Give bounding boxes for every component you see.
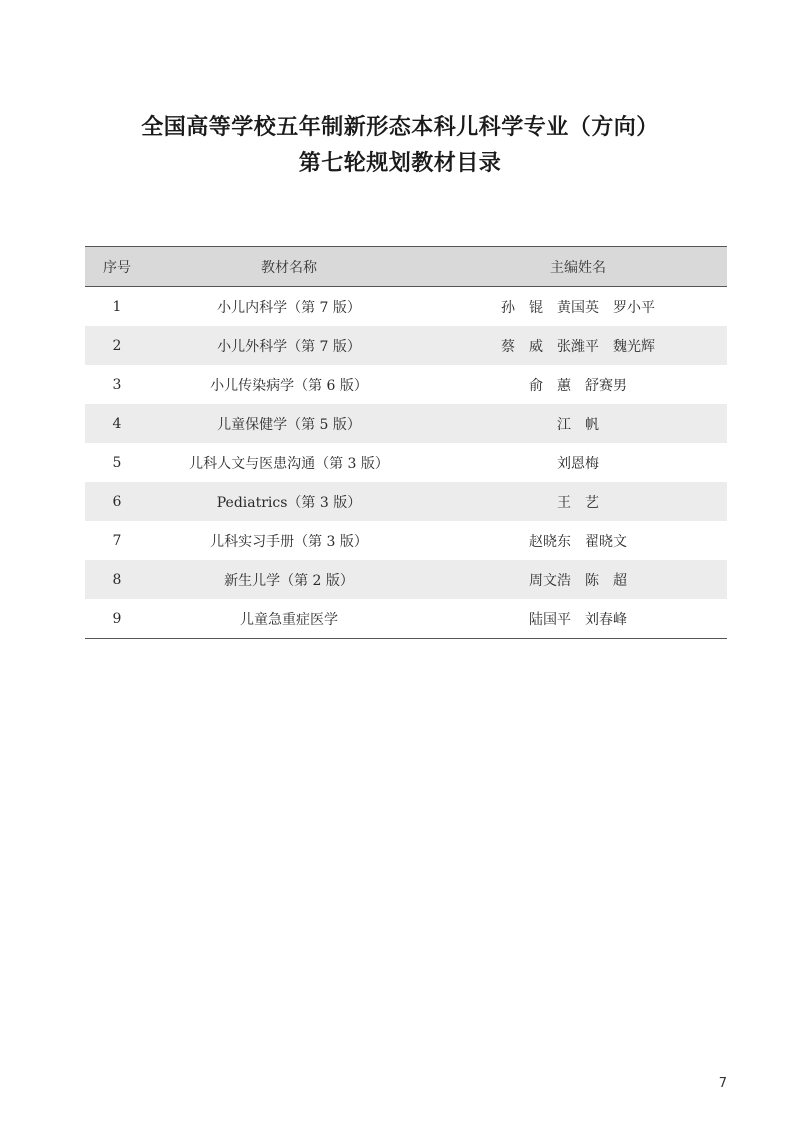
- chief-editors: 陆国平 刘春峰: [529, 611, 627, 628]
- table-row: [85, 365, 727, 404]
- chief-editors: 赵晓东 翟晓文: [529, 533, 627, 550]
- row-number: 3: [112, 376, 122, 393]
- row-number: 9: [112, 610, 122, 627]
- table-row: [85, 482, 727, 521]
- table-row: [85, 521, 727, 560]
- chief-editors: 俞 蕙 舒赛男: [529, 377, 627, 394]
- table-row: [85, 443, 727, 482]
- page-number: 7: [718, 1076, 727, 1091]
- column-header-number: 序号: [103, 259, 131, 276]
- textbook-name: 小儿传染病学（第 6 版）: [210, 377, 368, 394]
- textbook-name: 儿童保健学（第 5 版）: [217, 416, 361, 433]
- row-number: 1: [112, 298, 122, 315]
- chief-editors: 蔡 威 张潍平 魏光辉: [501, 338, 655, 355]
- chief-editors: 王 艺: [557, 494, 599, 511]
- column-header-textbook-name: 教材名称: [261, 259, 317, 276]
- textbook-name: Pediatrics（第 3 版）: [216, 494, 362, 511]
- row-number: 5: [112, 454, 122, 471]
- table-row: [85, 287, 727, 327]
- textbook-name: 儿科实习手册（第 3 版）: [210, 533, 368, 550]
- table-row: [85, 599, 727, 639]
- document-title: 全国高等学校五年制新形态本科儿科学专业（方向）: [141, 115, 659, 140]
- textbook-name: 小儿外科学（第 7 版）: [217, 338, 361, 355]
- textbook-name: 儿科人文与医患沟通（第 3 版）: [189, 455, 389, 472]
- table-row: [85, 326, 727, 365]
- textbook-name: 新生儿学（第 2 版）: [224, 572, 354, 589]
- textbook-name: 儿童急重症医学: [240, 611, 338, 628]
- row-number: 6: [112, 493, 122, 510]
- column-header-chief-editor: 主编姓名: [550, 259, 606, 276]
- row-number: 2: [112, 337, 122, 354]
- textbook-catalog-table: [85, 246, 727, 639]
- document-subtitle: 第七轮规划教材目录: [298, 151, 502, 176]
- chief-editors: 周文浩 陈 超: [529, 572, 627, 589]
- row-number: 7: [112, 532, 122, 549]
- table-row: [85, 560, 727, 599]
- chief-editors: 江 帆: [557, 416, 599, 433]
- chief-editors: 刘恩梅: [557, 455, 599, 472]
- table-row: [85, 404, 727, 443]
- textbook-name: 小儿内科学（第 7 版）: [217, 299, 361, 316]
- chief-editors: 孙 锟 黄国英 罗小平: [501, 299, 655, 316]
- row-number: 4: [112, 415, 122, 432]
- table-header-row: [85, 247, 727, 287]
- row-number: 8: [112, 571, 122, 588]
